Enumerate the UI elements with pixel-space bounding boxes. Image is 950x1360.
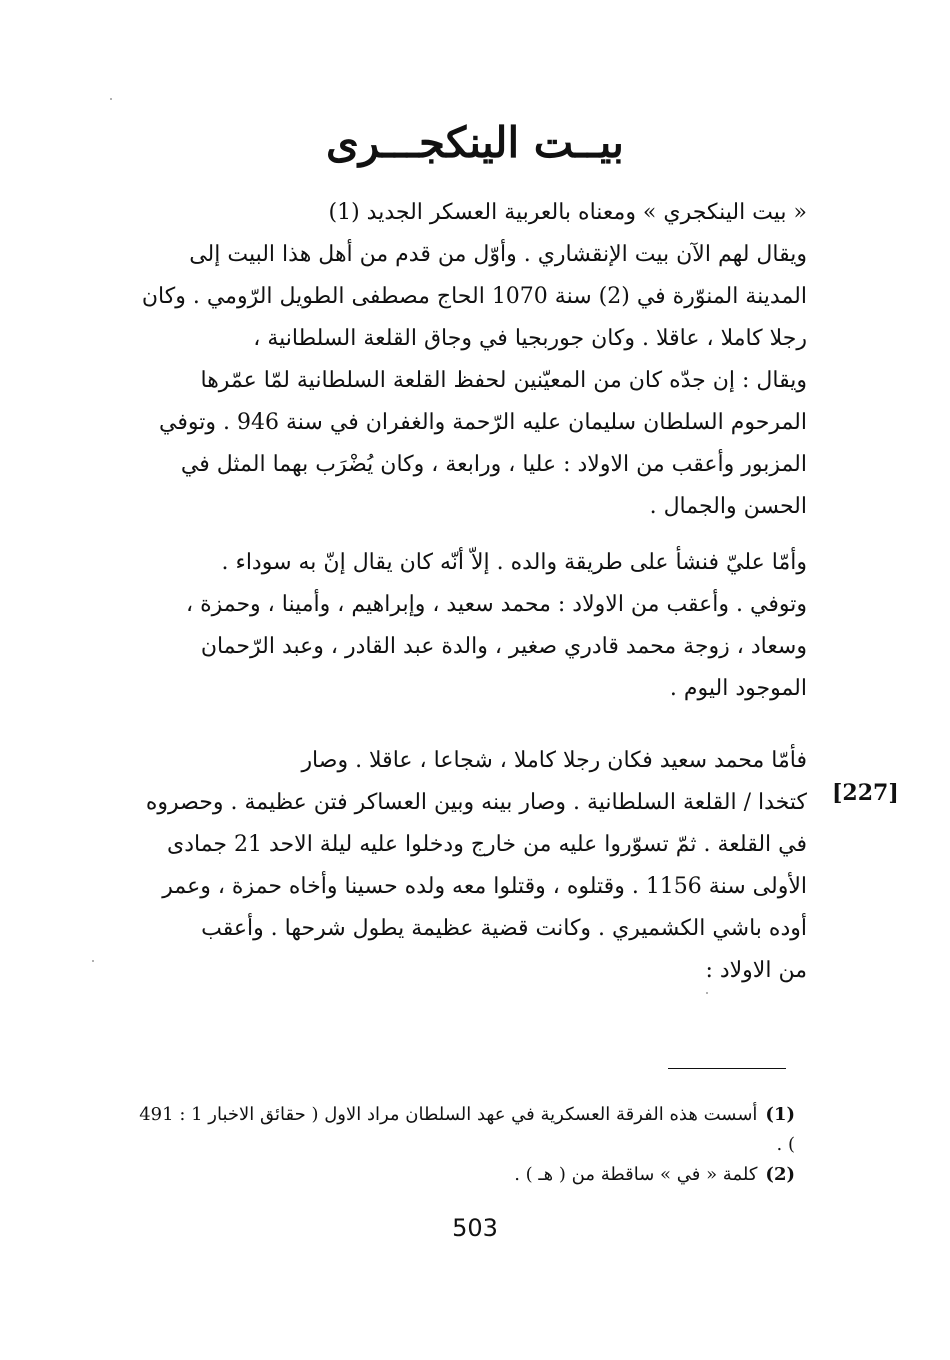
footnote-divider bbox=[668, 1068, 786, 1069]
page-number: 503 bbox=[452, 1214, 498, 1242]
paragraph-3 bbox=[132, 740, 807, 992]
text-line: « بيت الينكجري » ومعناه بالعربية العسكر الجديد (1) bbox=[328, 200, 807, 225]
text-line: الأولى سنة 1156 . وقتلوه ، وقتلوا معه ولده حسينا وأخاه حمزة ، وعمر bbox=[162, 874, 807, 899]
text-line: كتخدا / القلعة السلطانية . وصار بينه وبين العساكر فتن عظيمة . وحصروه bbox=[145, 790, 807, 815]
text-line: المرحوم السلطان سليمان عليه الرّحمة والغفران في سنة 946 . وتوفي bbox=[159, 410, 807, 435]
footnote-text: أسست هذه الفرقة العسكرية في عهد السلطان مراد الاول ( حقائق الاخبار 1 : 491 ) . bbox=[139, 1104, 795, 1155]
scan-speck bbox=[110, 98, 112, 100]
chapter-title: بيــت الينكجـــرى bbox=[326, 118, 624, 167]
text-line: فأمّا محمد سعيد فكان رجلا كاملا ، شجاعا ، عاقلا . وصار bbox=[301, 748, 807, 773]
footnotes bbox=[135, 1100, 795, 1190]
text-line: الموجود اليوم . bbox=[669, 676, 807, 701]
text-line: وأمّا عليّ فنشأ على طريقة والده . إلاّ أنّه كان يقال إنّ به سوداء . bbox=[221, 550, 807, 575]
footnote bbox=[135, 1160, 795, 1190]
text-line: ويقال لهم الآن بيت الإنقشاري . وأوّل من قدم من أهل هذا البيت إلى bbox=[189, 242, 807, 267]
text-line: الحسن والجمال . bbox=[649, 494, 807, 519]
text-line: من الاولاد : bbox=[705, 958, 807, 983]
manuscript-folio-reference: [227] bbox=[832, 780, 899, 806]
text-line: ويقال : إن جدّه كان من المعيّنين لحفظ القلعة السلطانية لمّا عمّرها bbox=[200, 368, 807, 393]
scan-speck bbox=[706, 992, 708, 994]
text-line: المزبور وأعقب من الاولاد : عليا ، ورابعة ، وكان يُضْرَب بهما المثل في bbox=[180, 452, 807, 477]
paragraph-1 bbox=[132, 192, 807, 528]
text-line: المدينة المنوّرة في (2) سنة 1070 الحاج مصطفى الطويل الرّومي . وكان bbox=[141, 284, 807, 309]
paragraph-2 bbox=[132, 542, 807, 710]
text-line: وسعاد ، زوجة محمد قادري صغير ، والدة عبد القادر ، وعبد الرّحمان bbox=[200, 634, 807, 659]
footnote bbox=[135, 1100, 795, 1160]
text-line: وتوفي . وأعقب من الاولاد : محمد سعيد ، وإبراهيم ، وأمينا ، وحمزة ، bbox=[185, 592, 807, 617]
footnote-number: (2) bbox=[765, 1164, 795, 1185]
text-line: رجلا كاملا ، عاقلا . وكان جوربجيا في وجاق القلعة السلطانية ، bbox=[253, 326, 807, 351]
text-line: أوده باشي الكشميري . وكانت قضية عظيمة يطول شرحها . وأعقب bbox=[201, 916, 807, 941]
scan-speck bbox=[92, 960, 94, 962]
text-line: في القلعة . ثمّ تسوّروا عليه من خارج ودخلوا عليه ليلة الاحد 21 جمادى bbox=[166, 832, 807, 857]
footnote-text: كلمة « في » ساقطة من ( هـ ) . bbox=[514, 1164, 758, 1185]
footnote-number: (1) bbox=[765, 1104, 795, 1125]
